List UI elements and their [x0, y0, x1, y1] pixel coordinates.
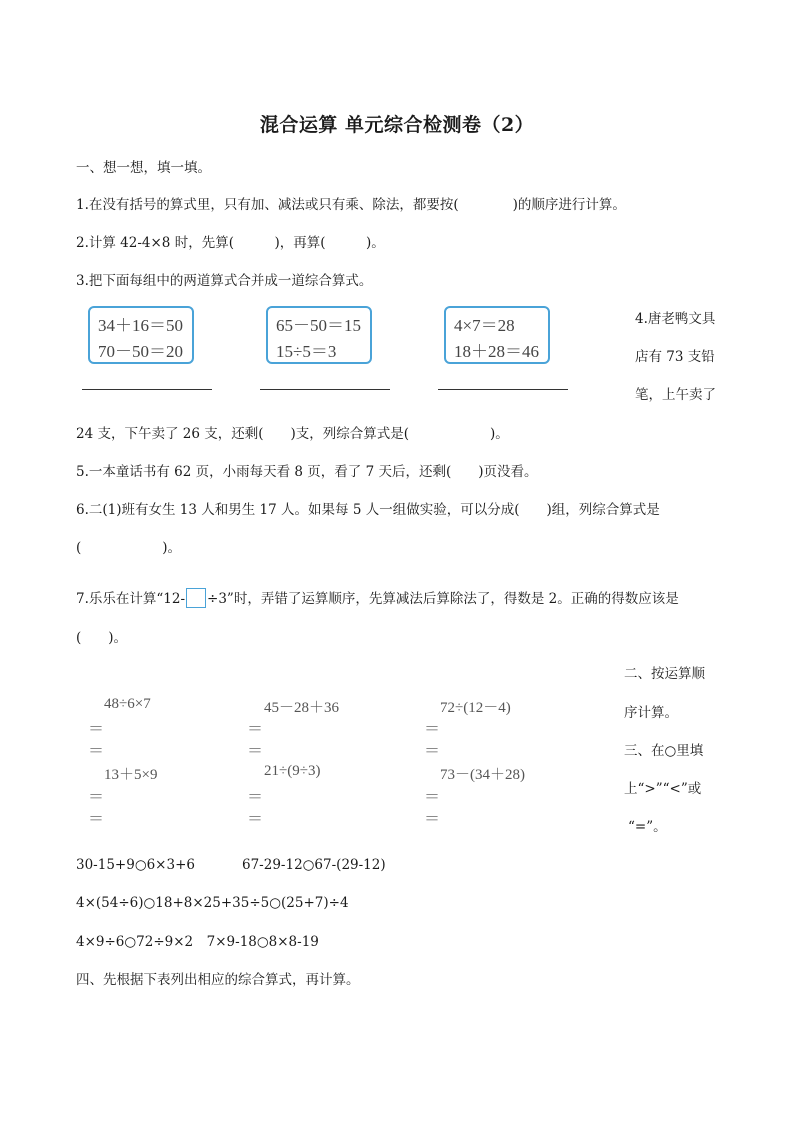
blank-square-icon — [186, 588, 206, 608]
question-6-line: ( )。 — [76, 540, 182, 556]
question-4-line: 24 支，下午卖了 26 支，还剩( )支，列综合算式是( )。 — [76, 426, 509, 442]
equals-sign: ＝ — [424, 721, 441, 738]
calc-expression: 21÷(9÷3) — [264, 763, 321, 779]
section-3-heading: 三、在○里填 — [624, 743, 704, 759]
equals-sign: ＝ — [88, 789, 105, 806]
question-7 — [76, 588, 679, 608]
equation-box-3 — [444, 306, 550, 364]
question-4-line: 店有 73 支铅 — [635, 349, 715, 365]
equals-sign: ＝ — [88, 811, 105, 828]
equation-box-1 — [88, 306, 194, 364]
answer-line-1[interactable] — [82, 389, 212, 390]
equation-line: 4×7＝28 — [454, 316, 515, 335]
compare-item: 4×9÷6○72÷9×2 7×9-18○8×8-19 — [76, 934, 319, 950]
question-4-line: 笔，上午卖了 — [635, 387, 716, 403]
question-4-line: 4.唐老鸭文具 — [635, 311, 716, 327]
equals-sign: ＝ — [247, 811, 264, 828]
calc-expression: 45－28＋36 — [264, 700, 340, 716]
equals-sign: ＝ — [88, 743, 105, 760]
equals-sign: ＝ — [424, 789, 441, 806]
calc-expression: 72÷(12－4) — [440, 700, 511, 716]
compare-item: 30-15+9○6×3+6 — [76, 857, 195, 873]
section-2-heading: 序计算。 — [624, 705, 678, 721]
equation-line: 70－50＝20 — [98, 342, 183, 361]
equals-sign: ＝ — [247, 789, 264, 806]
answer-line-2[interactable] — [260, 389, 390, 390]
answer-line-3[interactable] — [438, 389, 568, 390]
compare-item: 67-29-12○67-(29-12) — [242, 857, 386, 873]
equation-line: 15÷5＝3 — [276, 342, 337, 361]
equals-sign: ＝ — [424, 743, 441, 760]
equation-box-2 — [266, 306, 372, 364]
question-5: 5.一本童话书有 62 页，小雨每天看 8 页，看了 7 天后，还剩( )页没看。 — [76, 464, 538, 480]
question-7-line2: ( )。 — [76, 630, 128, 646]
section-1-heading: 一、想一想，填一填。 — [76, 160, 211, 176]
question-6-line: 6.二(1)班有女生 13 人和男生 17 人。如果每 5 人一组做实验，可以分成( )组，列综合算式是 — [76, 502, 660, 518]
equation-line: 18＋28＝46 — [454, 342, 539, 361]
question-2: 2.计算 42-4×8 时，先算( )，再算( )。 — [76, 235, 385, 251]
question-7-after: ÷3”时，弄错了运算顺序，先算减法后算除法了，得数是 2。正确的得数应该是 — [207, 591, 679, 607]
equals-sign: ＝ — [88, 721, 105, 738]
equals-sign: ＝ — [247, 721, 264, 738]
equals-sign: ＝ — [247, 743, 264, 760]
question-1: 1.在没有括号的算式里，只有加、减法或只有乘、除法，都要按( )的顺序进行计算。 — [76, 197, 626, 213]
section-3-heading: “=”。 — [628, 819, 667, 835]
calc-expression: 73－(34＋28) — [440, 767, 525, 783]
calc-expression: 48÷6×7 — [104, 696, 151, 712]
calc-expression: 13＋5×9 — [104, 767, 158, 783]
equals-sign: ＝ — [424, 811, 441, 828]
equation-line: 34＋16＝50 — [98, 316, 183, 335]
section-3-heading: 上“>”“<”或 — [624, 781, 702, 797]
compare-item: 4×(54÷6)○18+8×25+35÷5○(25+7)÷4 — [76, 895, 349, 911]
section-2-heading: 二、按运算顺 — [624, 666, 705, 682]
question-3: 3.把下面每组中的两道算式合并成一道综合算式。 — [76, 273, 373, 289]
equation-line: 65－50＝15 — [276, 316, 361, 335]
page-title: 混合运算 单元综合检测卷（2） — [259, 114, 535, 136]
question-7-before: 7.乐乐在计算“12- — [76, 591, 186, 607]
section-4-heading: 四、先根据下表列出相应的综合算式，再计算。 — [76, 972, 360, 988]
